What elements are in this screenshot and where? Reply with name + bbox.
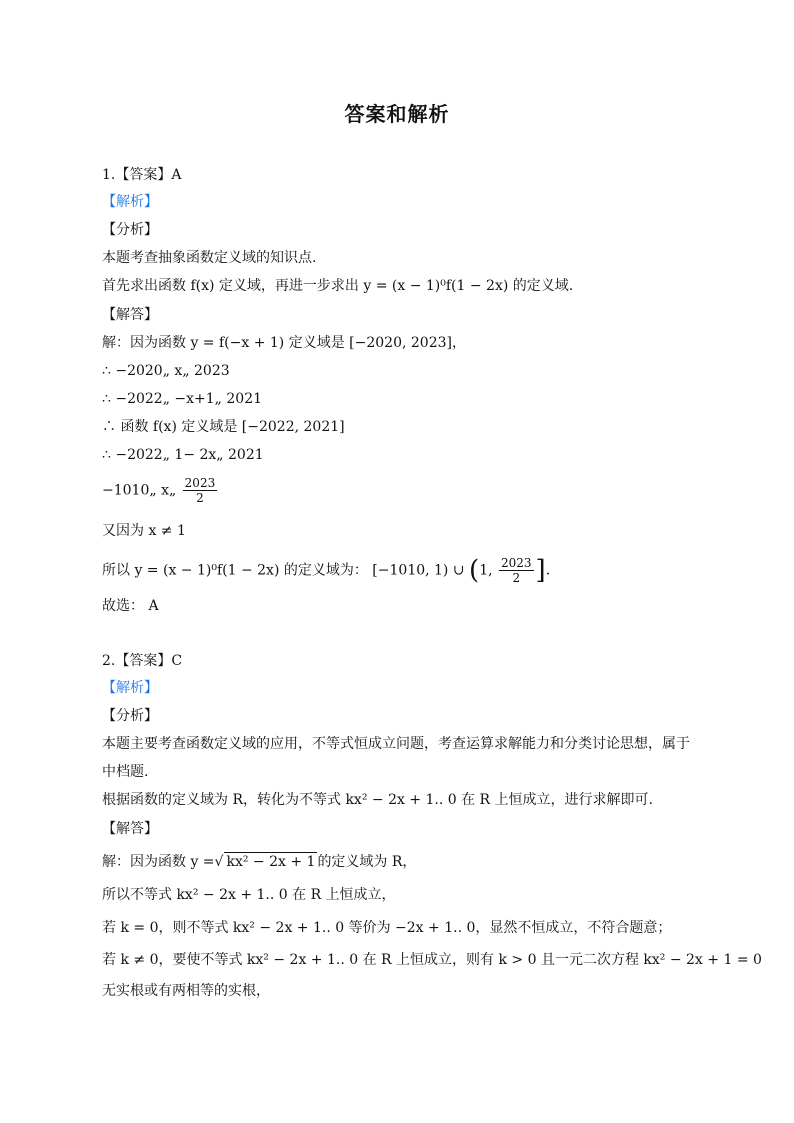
q2-step1-tail: 的定义域为 R，: [317, 854, 417, 870]
q1-step6-text: −1010„ x„: [102, 482, 177, 499]
q2-analysis-text-2: 根据函数的定义域为 R，转化为不等式 kx² − 2x + 1.. 0 在 R 上恒成立，进行求解即可.: [102, 792, 654, 808]
q1-step8-open-paren: (: [469, 555, 480, 586]
q1-step8-text: 所以 y = (x − 1)⁰f(1 − 2x) 的定义域为： [−1010, 1) ∪: [102, 562, 465, 579]
q2-fenxi-label: 【分析】: [102, 708, 158, 724]
q1-solution-step-4: ∴ 函数 f(x) 定义域是 [−2022, 2021]: [102, 419, 345, 435]
q1-solution-step-5: ∴ −2022„ 1− 2x„ 2021: [102, 447, 264, 463]
q1-solution-step-6: [102, 476, 219, 505]
q1-jieda-label: 【解答】: [102, 307, 158, 323]
q1-fenxi-label: 【分析】: [102, 222, 158, 238]
q1-answer-line: 1.【答案】A: [102, 167, 182, 183]
q1-solution-step-2: ∴ −2020„ x„ 2023: [102, 363, 230, 379]
sqrt-sign: √: [214, 854, 224, 870]
q2-solution-step-3: 若 k = 0，则不等式 kx² − 2x + 1.. 0 等价为 −2x + 1.. 0，显然不恒成立，不符合题意；: [102, 920, 672, 936]
q2-analysis-text-1b: 中档题.: [102, 764, 149, 780]
q1-step6-fraction: [183, 476, 218, 505]
q1-step6-numerator: 2023: [184, 476, 216, 490]
q2-solution-step-2: 所以不等式 kx² − 2x + 1.. 0 在 R 上恒成立，: [102, 887, 396, 903]
q1-conclusion: 故选： A: [102, 598, 159, 614]
q1-step6-denominator: 2: [196, 491, 204, 505]
page-title: 答案和解析: [344, 102, 450, 126]
q1-step8-denominator: 2: [512, 571, 521, 585]
q1-jiexi-label: 【解析】: [102, 194, 158, 210]
q2-jieda-label: 【解答】: [102, 821, 158, 837]
q2-solution-step-5: 无实根或有两相等的实根，: [102, 983, 270, 999]
q1-solution-step-8: [102, 556, 550, 585]
q2-answer-line: 2.【答案】C: [102, 653, 183, 669]
q2-solution-step-1: [102, 852, 416, 871]
q1-step8-fraction: [499, 556, 534, 585]
q2-solution-step-4: 若 k ≠ 0，要使不等式 kx² − 2x + 1.. 0 在 R 上恒成立，则有 k > 0 且一元二次方程 kx² − 2x + 1 = 0: [102, 952, 762, 968]
q1-solution-step-3: ∴ −2022„ −x+1„ 2021: [102, 391, 263, 407]
q1-analysis-text-2: 首先求出函数 f(x) 定义域，再进一步求出 y = (x − 1)⁰f(1 − 2x) 的定义域.: [102, 278, 574, 294]
q2-jiexi-label: 【解析】: [102, 680, 158, 696]
q1-step8-lower: 1,: [479, 562, 493, 579]
q2-analysis-text-1: 本题主要考查函数定义域的应用，不等式恒成立问题，考查运算求解能力和分类讨论思想，属于: [102, 736, 690, 752]
q2-step1-radicand: kx² − 2x + 1: [226, 854, 316, 870]
q2-step1-text: 解：因为函数 y =: [102, 854, 215, 870]
q1-step8-numerator: 2023: [501, 556, 532, 570]
q1-analysis-text-1: 本题考查抽象函数定义域的知识点.: [102, 250, 317, 266]
q1-step8-period: .: [545, 562, 551, 579]
q1-solution-step-1: 解：因为函数 y = f(−x + 1) 定义域是 [−2020, 2023]，: [102, 335, 466, 351]
q1-solution-step-7: 又因为 x ≠ 1: [102, 523, 186, 539]
q1-step8-close-bracket: ]: [535, 555, 546, 586]
